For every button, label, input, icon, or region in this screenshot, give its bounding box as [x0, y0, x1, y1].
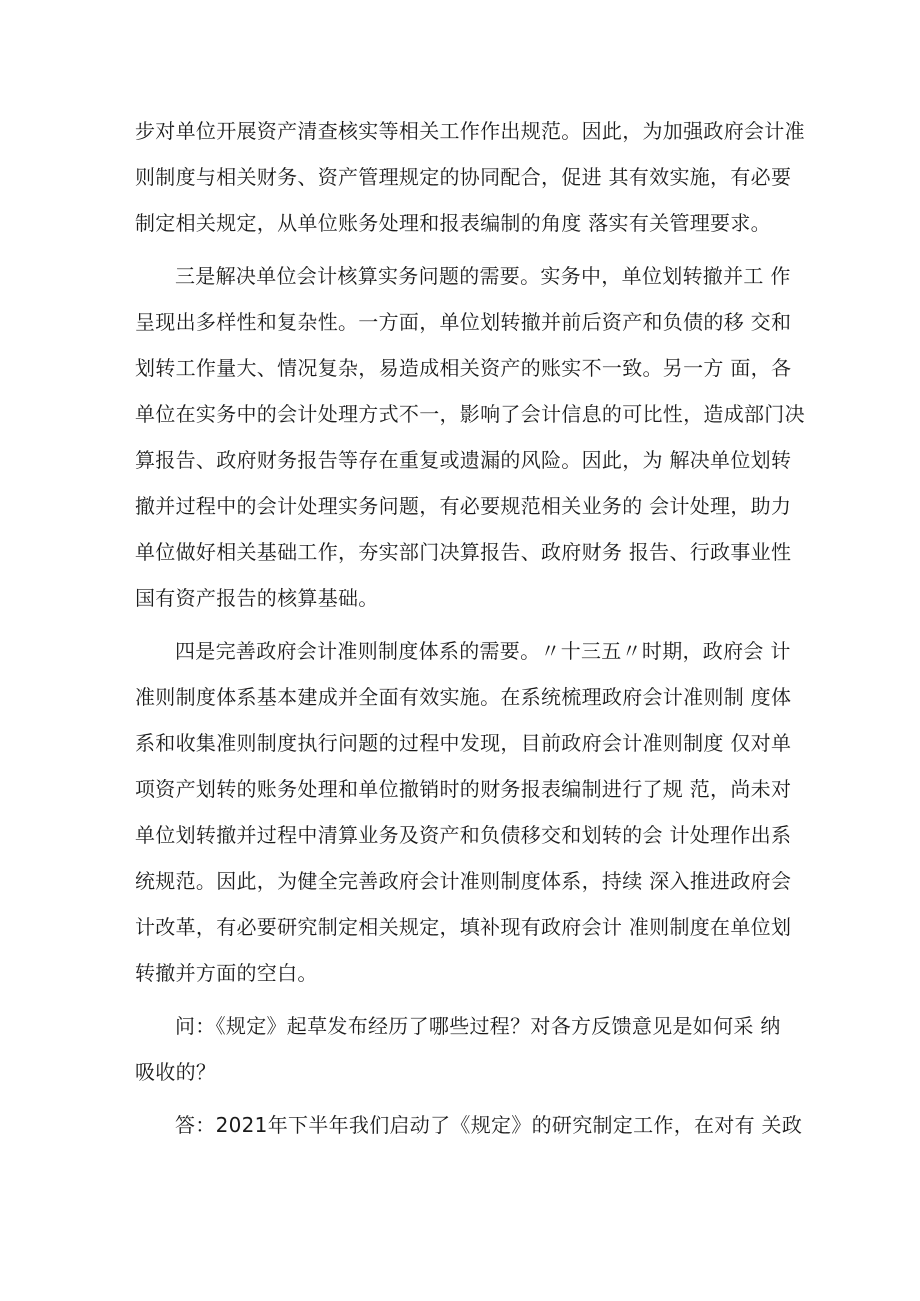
- text-line: 划转工作量大、情况复杂，易造成相关资产的账实不一致。另一方 面，各: [135, 356, 792, 380]
- paragraph-start-line: 三是解决单位会计核算实务问题的需要。实务中，单位划转撤并工 作: [175, 264, 791, 288]
- answer-line: 答：2021年下半年我们启动了《规定》的研究制定工作，在对有 关政: [175, 1113, 803, 1137]
- text-line: 撤并过程中的会计处理实务问题，有必要规范相关业务的 会计处理，助力: [135, 494, 792, 518]
- text-line: 则制度与相关财务、资产管理规定的协同配合，促进 其有效实施，有必要: [135, 165, 792, 189]
- text-line: 计改革，有必要研究制定相关规定，填补现有政府会计 准则制度在单位划: [135, 915, 792, 939]
- text-line: 呈现出多样性和复杂性。一方面，单位划转撤并前后资产和负债的移 交和: [135, 310, 792, 334]
- text-line: 项资产划转的账务处理和单位撤销时的财务报表编制进行了规 范，尚未对: [135, 777, 792, 801]
- text-line: 单位在实务中的会计处理方式不一，影响了会计信息的可比性，造成部门决: [135, 402, 805, 426]
- text-line: 制定相关规定，从单位账务处理和报表编制的角度 落实有关管理要求。: [135, 211, 771, 235]
- text-line: 转撤并方面的空白。: [135, 961, 318, 985]
- paragraph-start-line: 四是完善政府会计准则制度体系的需要。〃十三五〃时期，政府会 计: [175, 639, 791, 663]
- text-line: 算报告、政府财务报告等存在重复或遗漏的风险。因此，为 解决单位划转: [135, 448, 792, 472]
- text-line: 单位做好相关基础工作，夯实部门决算报告、政府财务 报告、行政事业性: [135, 540, 792, 564]
- text-line: 系和收集准则制度执行问题的过程中发现，目前政府会计准则制度 仅对单: [135, 731, 792, 755]
- text-line: 单位划转撤并过程中清算业务及资产和负债移交和划转的会 计处理作出系: [135, 823, 792, 847]
- text-line: 准则制度体系基本建成并全面有效实施。在系统梳理政府会计准则制 度体: [135, 685, 792, 709]
- text-line: 国有资产报告的核算基础。: [135, 586, 379, 610]
- question-line: 吸收的？: [135, 1060, 217, 1084]
- text-line: 统规范。因此，为健全完善政府会计准则制度体系，持续 深入推进政府会: [135, 869, 792, 893]
- question-line: 问：《规定》起草发布经历了哪些过程？对各方反馈意见是如何采 纳: [175, 1014, 781, 1038]
- text-line: 步对单位开展资产清查核实等相关工作作出规范。因此，为加强政府会计准: [135, 119, 805, 143]
